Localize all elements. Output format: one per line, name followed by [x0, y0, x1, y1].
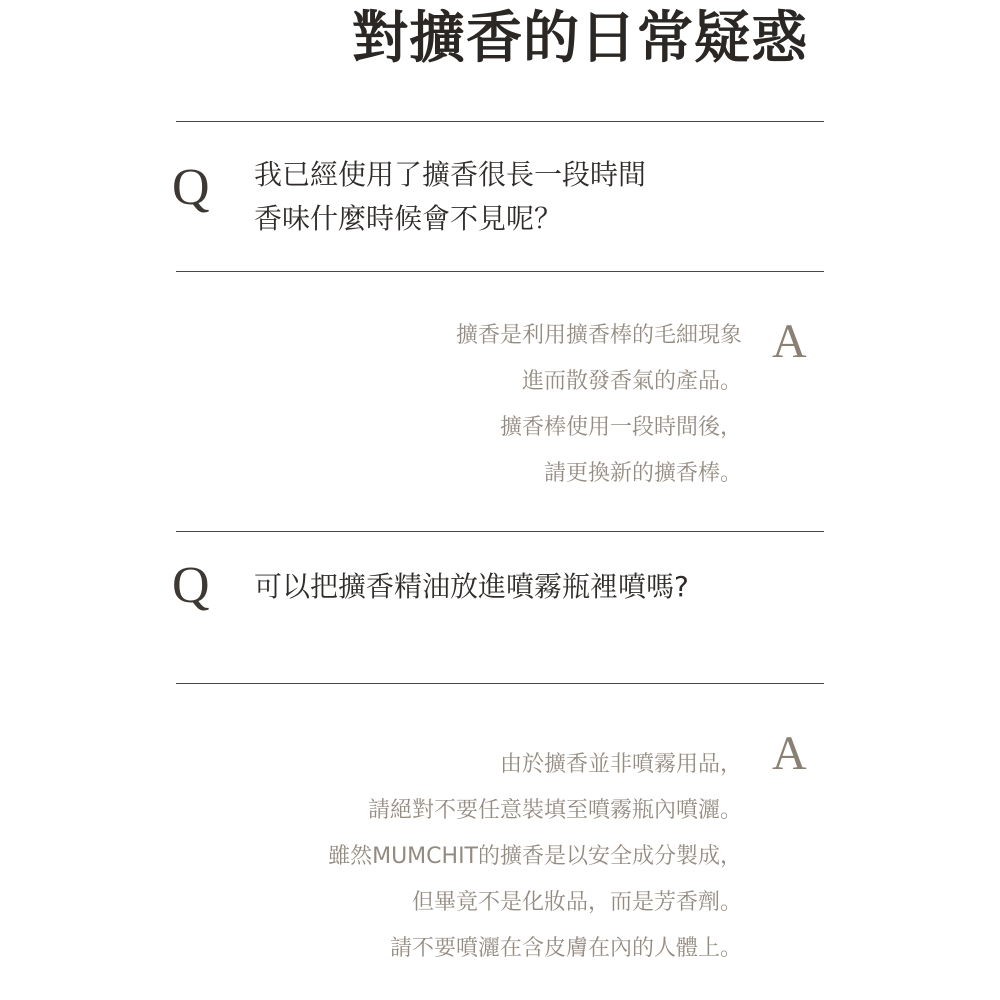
answer-line: 但畢竟不是化妝品，而是芳香劑。 [411, 890, 742, 915]
question-mark-icon: Q [172, 557, 210, 614]
answer-line: 請不要噴灑在含皮膚在內的人體上。 [389, 936, 742, 961]
divider [176, 121, 824, 122]
answer-mark-icon: A [772, 315, 807, 368]
question-mark-icon: Q [172, 159, 210, 216]
question-line: 香味什麼時候會不見呢？ [254, 202, 563, 235]
answer-line: 由於擴香並非噴霧用品， [499, 752, 742, 777]
divider [176, 531, 824, 532]
answer-line: 請絕對不要任意裝填至噴霧瓶內噴灑。 [367, 798, 742, 823]
answer-line: 雖然MUMCHIT的擴香是以安全成分製成， [328, 844, 742, 869]
answer-line: 擴香棒使用一段時間後， [499, 415, 742, 440]
divider [176, 271, 824, 272]
divider [176, 683, 824, 684]
answer-line: 擴香是利用擴香棒的毛細現象 [455, 323, 742, 348]
answer-2-text [328, 742, 742, 972]
question-2-text [254, 565, 689, 609]
page-title: 對擴香的日常疑惑 [352, 6, 808, 71]
answer-mark-icon: A [772, 727, 807, 780]
answer-line: 請更換新的擴香棒。 [543, 461, 742, 486]
answer-1-text [456, 313, 742, 497]
question-line: 可以把擴香精油放進噴霧瓶裡噴嗎? [254, 570, 689, 603]
question-line: 我已經使用了擴香很長一段時間 [254, 158, 647, 191]
answer-line: 進而散發香氣的產品。 [521, 369, 742, 394]
question-1-text [254, 153, 646, 241]
